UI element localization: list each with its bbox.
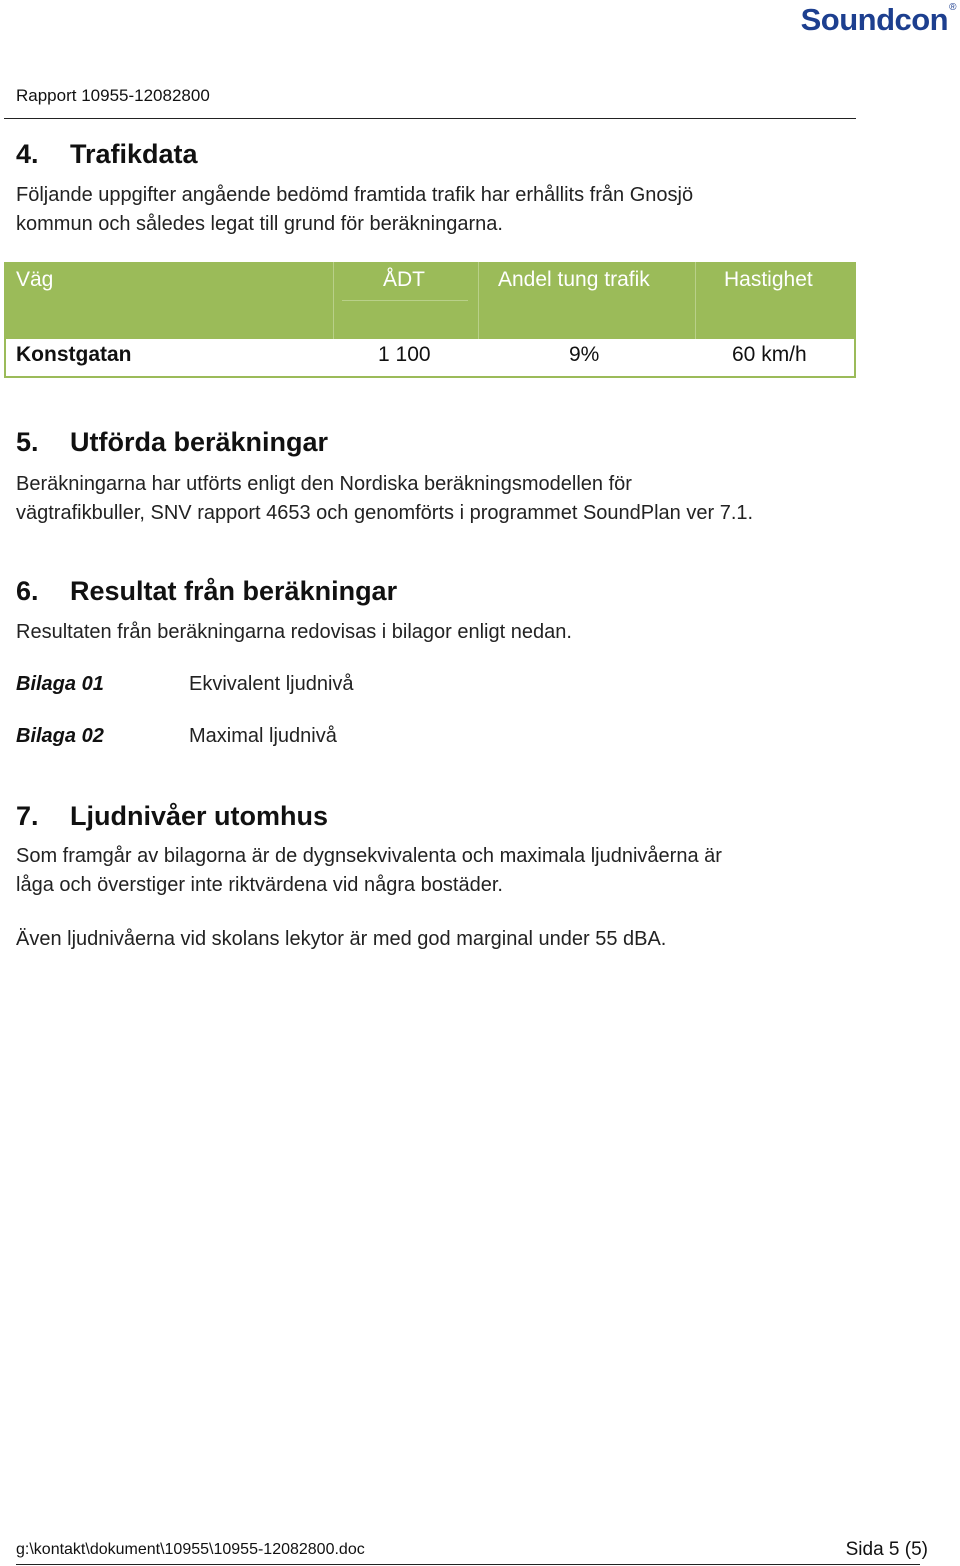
column-header-adt: ÅDT — [383, 268, 425, 291]
section-number: 4. — [16, 139, 39, 169]
appendix-label: Bilaga 01 — [16, 673, 104, 695]
section-title: Trafikdata — [70, 139, 198, 169]
column-header-heavy-traffic: Andel tung trafik — [498, 268, 650, 291]
section-title: Utförda beräkningar — [70, 427, 329, 457]
table-header-row — [4, 262, 856, 339]
section-number: 7. — [16, 801, 39, 831]
section-title: Ljudnivåer utomhus — [70, 801, 329, 831]
section-4-intro: Följande uppgifter angående bedömd framtida trafik har erhållits från Gnosjö kommun och således legat till grund för beräkningarna. — [16, 184, 694, 235]
registered-mark: ® — [949, 2, 956, 13]
footer-file-path: g:\kontakt\dokument\10955\10955-12082800.doc — [16, 1541, 365, 1558]
column-header-speed: Hastighet — [724, 268, 813, 291]
header-divider — [4, 118, 856, 119]
section-number: 6. — [16, 576, 39, 606]
report-id: Rapport 10955-12082800 — [16, 86, 210, 105]
column-separator — [333, 262, 334, 339]
cell-speed: 60 km/h — [732, 343, 807, 366]
column-separator — [478, 262, 479, 339]
section-5-heading — [16, 427, 328, 458]
section-number: 5. — [16, 427, 39, 457]
company-logo — [801, 2, 956, 38]
column-separator — [695, 262, 696, 339]
section-7-body-2: Även ljudnivåerna vid skolans lekytor är med god marginal under 55 dBA. — [16, 928, 667, 950]
header-underline — [342, 300, 468, 301]
cell-road-name: Konstgatan — [16, 343, 132, 366]
section-7-body: Som framgår av bilagorna är de dygnsekvivalenta och maximala ljudnivåerna är låga och överstiger inte riktvärdena vid några bostäder. — [16, 845, 722, 896]
section-7-heading — [16, 801, 328, 832]
cell-heavy-share: 9% — [569, 343, 600, 366]
appendix-description: Maximal ljudnivå — [189, 725, 337, 747]
section-4-heading — [16, 139, 198, 170]
section-6-body: Resultaten från beräkningarna redovisas i bilagor enligt nedan. — [16, 621, 572, 643]
section-6-heading — [16, 576, 397, 607]
section-title: Resultat från beräkningar — [70, 576, 398, 606]
appendix-label: Bilaga 02 — [16, 725, 104, 747]
footer-divider — [16, 1564, 920, 1565]
cell-adt: 1 100 — [378, 343, 431, 366]
footer-page-number: Sida 5 (5) — [845, 1539, 928, 1560]
column-header-road: Väg — [16, 268, 54, 291]
logo-text: Soundcon — [800, 2, 949, 37]
section-5-body: Beräkningarna har utförts enligt den Nordiska beräkningsmodellen för vägtrafikbuller, SNV rapport 4653 och genomförts i programmet SoundPlan ver 7.1. — [16, 473, 754, 524]
appendix-description: Ekvivalent ljudnivå — [189, 673, 354, 695]
table-row — [4, 339, 856, 378]
traffic-table — [4, 262, 856, 378]
